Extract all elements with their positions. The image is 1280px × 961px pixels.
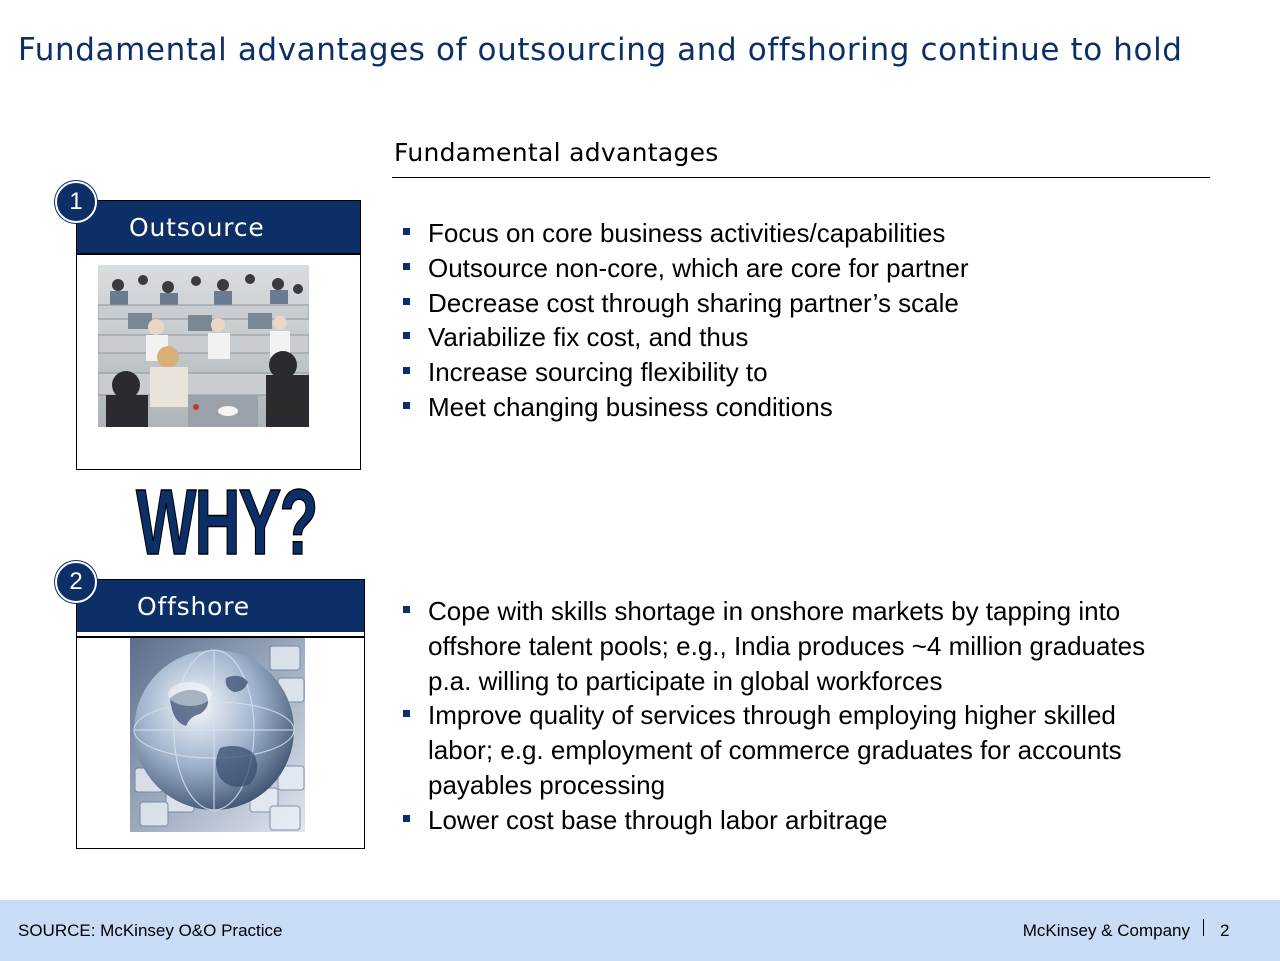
list-item: Focus on core business activities/capabilities <box>398 216 1178 251</box>
offshore-advantages-list <box>398 594 1158 838</box>
list-item: Lower cost base through labor arbitrage <box>398 803 1158 838</box>
list-item: Improve quality of services through employing higher skilled labor; e.g. employment of commerce graduates for accounts payables processing <box>398 698 1158 802</box>
outsource-card <box>76 200 361 470</box>
outsource-card-label: Outsource <box>129 212 265 242</box>
why-graphic: WHY? <box>136 469 317 575</box>
globe-photo <box>130 638 305 832</box>
section-divider <box>392 177 1210 178</box>
number-badge-2: 2 <box>55 561 97 603</box>
company-name: McKinsey & Company <box>1022 921 1190 940</box>
card-divider <box>77 253 360 255</box>
number-badge-1: 1 <box>55 181 97 223</box>
list-item: Cope with skills shortage in onshore markets by tapping into offshore talent pools; e.g., India produces ~4 million graduates p.a. willing to participate in global workforces <box>398 594 1158 698</box>
list-item: Variabilize fix cost, and thus <box>398 320 1178 355</box>
globe-image <box>130 638 305 832</box>
list-item: Decrease cost through sharing partner’s scale <box>398 286 1178 321</box>
call-center-photo <box>98 265 309 427</box>
footer-separator <box>1203 919 1204 936</box>
call-center-image <box>98 265 309 427</box>
footer-bar <box>0 900 1280 961</box>
list-item: Outsource non-core, which are core for partner <box>398 251 1178 286</box>
list-item: Increase sourcing flexibility to <box>398 355 1178 390</box>
list-item: Meet changing business conditions <box>398 390 1178 425</box>
source-note: SOURCE: McKinsey O&O Practice <box>18 921 283 940</box>
page-number: 2 <box>1220 921 1230 940</box>
outsource-card-header <box>77 201 360 253</box>
outsource-advantages-list <box>398 216 1178 425</box>
offshore-card <box>76 579 365 849</box>
section-heading: Fundamental advantages <box>394 138 719 167</box>
offshore-card-header <box>77 580 364 632</box>
offshore-card-label: Offshore <box>137 591 250 621</box>
page-title: Fundamental advantages of outsourcing and offshoring continue to hold <box>18 32 1183 68</box>
